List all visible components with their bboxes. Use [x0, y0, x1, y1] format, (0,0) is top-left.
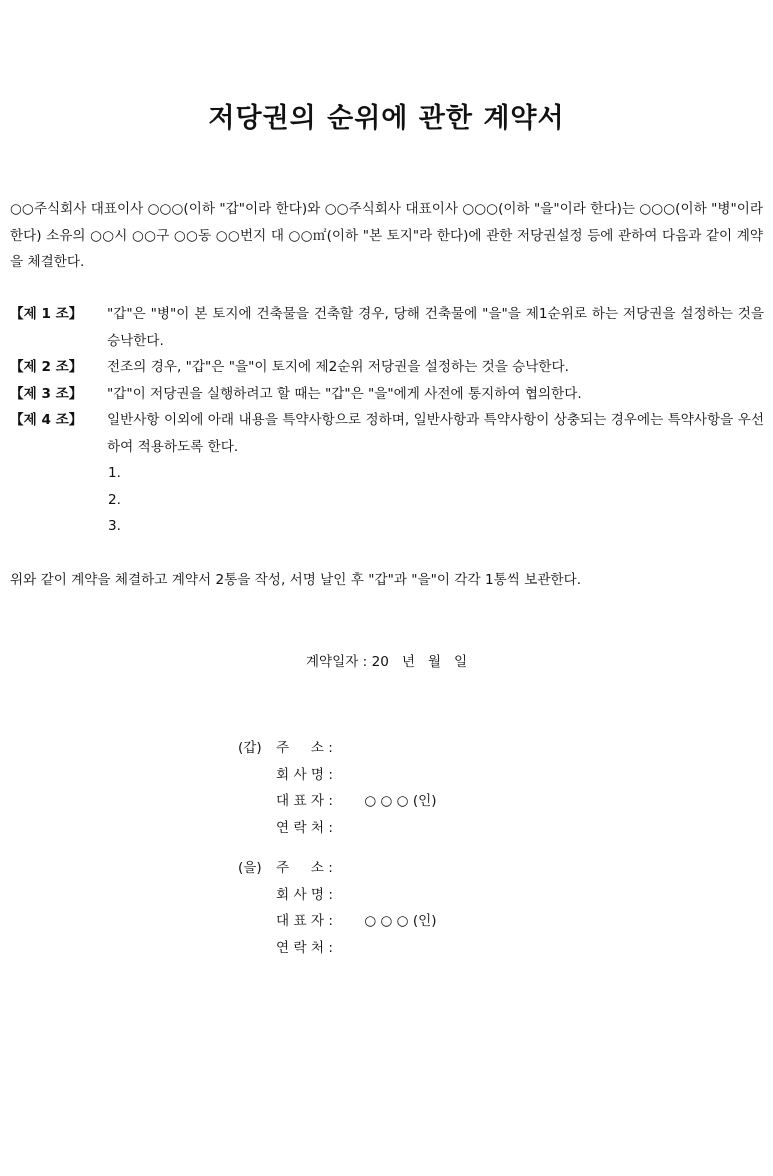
closing-paragraph: 위와 같이 계약을 체결하고 계약서 2통을 작성, 서명 날인 후 "갑"과 "을"이 각각 1통씩 보관한다.	[10, 572, 582, 588]
intro-paragraph: ○○주식회사 대표이사 ○○○(이하 "갑"이라 한다)와 ○○주식회사 대표이사 ○○○(이하 "을"이라 한다)는 ○○○(이하 "병"이라 한다) 소유의 ○○시 ○○구 ○○동 ○○번지 대 ○○㎡(이하 "본 토지"라 한다)에 관한 저당권설정 등에 관하여 다음과 같이 계약을 체결한다.	[10, 201, 763, 270]
party-label: (을)	[238, 860, 262, 876]
address-label: 주 소 :	[276, 860, 333, 876]
address-label: 주 소 :	[276, 740, 333, 756]
party-field-row	[238, 815, 598, 842]
company-name-label: 회 사 명 :	[276, 886, 333, 903]
party-field-row	[238, 762, 598, 789]
party-a-block	[238, 735, 598, 841]
article-3	[10, 381, 764, 408]
contract-date: 계약일자 : 20 년 월 일	[305, 654, 468, 670]
party-field-row	[238, 882, 598, 909]
article-text: 일반사항 이외에 아래 내용을 특약사항으로 정하며, 일반사항과 특약사항이 상충되는 경우에는 특약사항을 우선하여 적용하도록 한다.	[107, 412, 764, 455]
party-field-row	[238, 935, 598, 962]
article-4	[10, 407, 764, 460]
company-name-label: 회 사 명 :	[276, 766, 333, 783]
article-label: 【제 2 조】	[10, 359, 83, 375]
article-label: 【제 1 조】	[10, 306, 83, 322]
party-label: (갑)	[238, 740, 262, 756]
special-item: 2.	[108, 491, 121, 508]
representative-value: ○ ○ ○ (인)	[360, 913, 437, 929]
article-text: "갑"은 "병"이 본 토지에 건축물을 건축할 경우, 당해 건축물에 "을"을 제1순위로 하는 저당권을 설정하는 것을 승낙한다.	[107, 306, 764, 349]
party-field-row	[238, 735, 598, 762]
special-item: 3.	[108, 518, 121, 534]
contact-label: 연 락 처 :	[276, 939, 333, 956]
article-text: "갑"이 저당권을 실행하려고 할 때는 "갑"은 "을"에게 사전에 통지하여 협의한다.	[107, 385, 582, 402]
representative-value: ○ ○ ○ (인)	[360, 793, 437, 809]
party-field-row	[238, 788, 598, 815]
article-2	[10, 354, 764, 381]
page-title: 저당권의 순위에 관한 계약서	[208, 103, 565, 134]
special-item: 1.	[108, 465, 121, 481]
article-text: 전조의 경우, "갑"은 "을"이 토지에 제2순위 저당권을 설정하는 것을 승낙한다.	[107, 359, 570, 375]
representative-label: 대 표 자 :	[276, 793, 333, 809]
article-label: 【제 3 조】	[10, 385, 83, 402]
special-items-list	[10, 460, 764, 540]
articles-list	[10, 301, 764, 540]
party-b-block	[238, 855, 598, 961]
article-label: 【제 4 조】	[10, 412, 83, 428]
party-field-row	[238, 908, 598, 935]
article-1	[10, 301, 764, 354]
party-field-row	[238, 855, 598, 882]
representative-label: 대 표 자 :	[276, 913, 333, 929]
contact-label: 연 락 처 :	[276, 819, 333, 836]
